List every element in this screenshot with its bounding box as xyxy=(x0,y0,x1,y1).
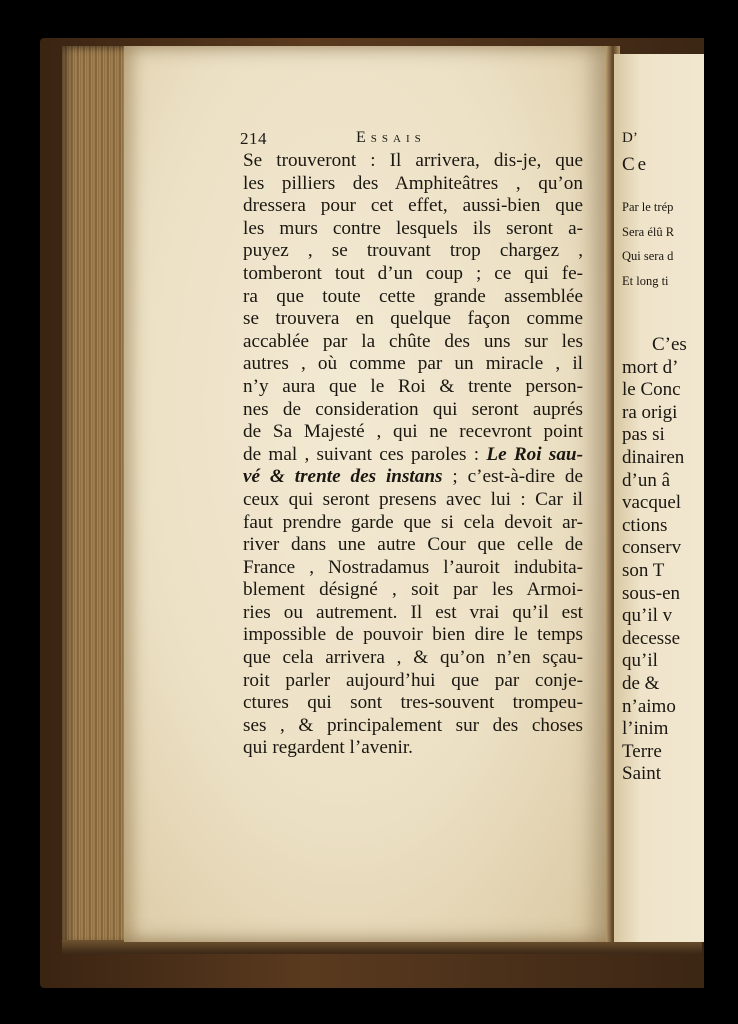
right-text-line: mort d’ xyxy=(622,356,679,378)
right-text-line: l’inim xyxy=(622,718,669,740)
right-text-line: dinairen xyxy=(622,447,685,468)
right-text-line: sous-en xyxy=(622,582,681,604)
right-text-line: son T xyxy=(622,560,665,581)
right-text-line: Saint xyxy=(622,763,662,785)
running-head: Essais xyxy=(356,129,426,146)
text-line: France , Nostradamus l’auroit indubita- xyxy=(243,556,583,578)
text-line: river dans une autre Cour que celle de xyxy=(243,534,583,556)
verse-line: Par le trép xyxy=(622,200,674,214)
background-edge xyxy=(704,0,738,1024)
text-line: que cela arrivera , & qu’on n’en sçau- xyxy=(243,647,583,669)
verse-line: Sera élû R xyxy=(622,224,675,239)
right-text-line: de & xyxy=(622,673,660,694)
text-line: ra que toute cette grande assemblée xyxy=(243,285,583,307)
text-line: blement désigné , soit par les Armoi- xyxy=(243,579,583,601)
right-text-line: decesse xyxy=(622,627,681,649)
text-segment: de mal , suivant ces paroles : xyxy=(243,443,487,465)
text-line: Se trouveront : Il arrivera, dis-je, que xyxy=(243,150,583,171)
text-line: faut prendre garde que si cela devoit ar- xyxy=(243,511,583,533)
text-line: nes de consideration qui seront auprés xyxy=(243,398,583,420)
text-line: les pilliers des Amphiteâtres , qu’on xyxy=(243,172,583,194)
right-text-line: C’es xyxy=(652,334,687,355)
right-text-line: ctions xyxy=(622,514,668,536)
text-line xyxy=(243,466,583,489)
right-text-line: ra origi xyxy=(622,401,678,423)
text-line: puyez , se trouvant trop chargez , xyxy=(243,240,583,262)
right-text-line: pas si xyxy=(622,424,665,446)
italic-quote: Le Roi sau- xyxy=(486,443,583,465)
text-line: accablée par la chûte des uns sur les xyxy=(243,330,583,352)
right-text-line: Terre xyxy=(622,740,662,762)
italic-quote: vé & trente des instans xyxy=(243,466,443,488)
text-line: roit parler aujourd’hui que par conje- xyxy=(243,669,583,691)
right-page xyxy=(614,54,704,942)
text-line: ctures qui sont tres-souvent trompeu- xyxy=(243,692,583,714)
right-text-line: qu’il v xyxy=(622,605,673,627)
page-number: 214 xyxy=(240,129,267,148)
right-running-head: D’ xyxy=(622,130,638,146)
text-line: ries ou autrement. Il est vrai qu’il est xyxy=(243,601,583,623)
text-line: autres , où comme par un miracle , il xyxy=(243,353,583,375)
bottom-edge xyxy=(62,940,702,954)
text-line: de Sa Majesté , qui ne recevront point xyxy=(243,421,583,443)
body-text xyxy=(243,150,583,760)
right-heading: Ce xyxy=(622,154,650,175)
text-line: se trouvera en quelque façon comme xyxy=(243,308,583,330)
right-text-line: d’un â xyxy=(622,469,671,491)
right-text-line: conserv xyxy=(622,537,682,559)
verse-line: Et long ti xyxy=(622,273,669,288)
right-text-line: qu’il xyxy=(622,650,658,672)
text-line: tomberont tout d’un coup ; ce qui fe- xyxy=(243,262,583,284)
text-line: dressera pour cet effet, aussi-bien que xyxy=(243,195,583,217)
text-line: ses , & principalement sur des choses xyxy=(243,714,583,736)
right-text-line: le Conc xyxy=(622,379,681,401)
text-line: n’y aura que le Roi & trente person- xyxy=(243,375,583,397)
right-text-line: n’aimo xyxy=(622,695,676,717)
right-text-line: vacquel xyxy=(622,492,682,514)
text-line: les murs contre lesquels ils seront a- xyxy=(243,217,583,239)
text-segment: ; c’est-à-dire de xyxy=(442,466,583,488)
text-line: impossible de pouvoir bien dire le temps xyxy=(243,624,583,646)
text-line: ceux qui seront presens avec lui : Car il xyxy=(243,488,583,510)
verse-line: Qui sera d xyxy=(622,249,674,263)
text-line: qui regardent l’avenir. xyxy=(243,737,413,759)
text-line xyxy=(243,444,583,467)
